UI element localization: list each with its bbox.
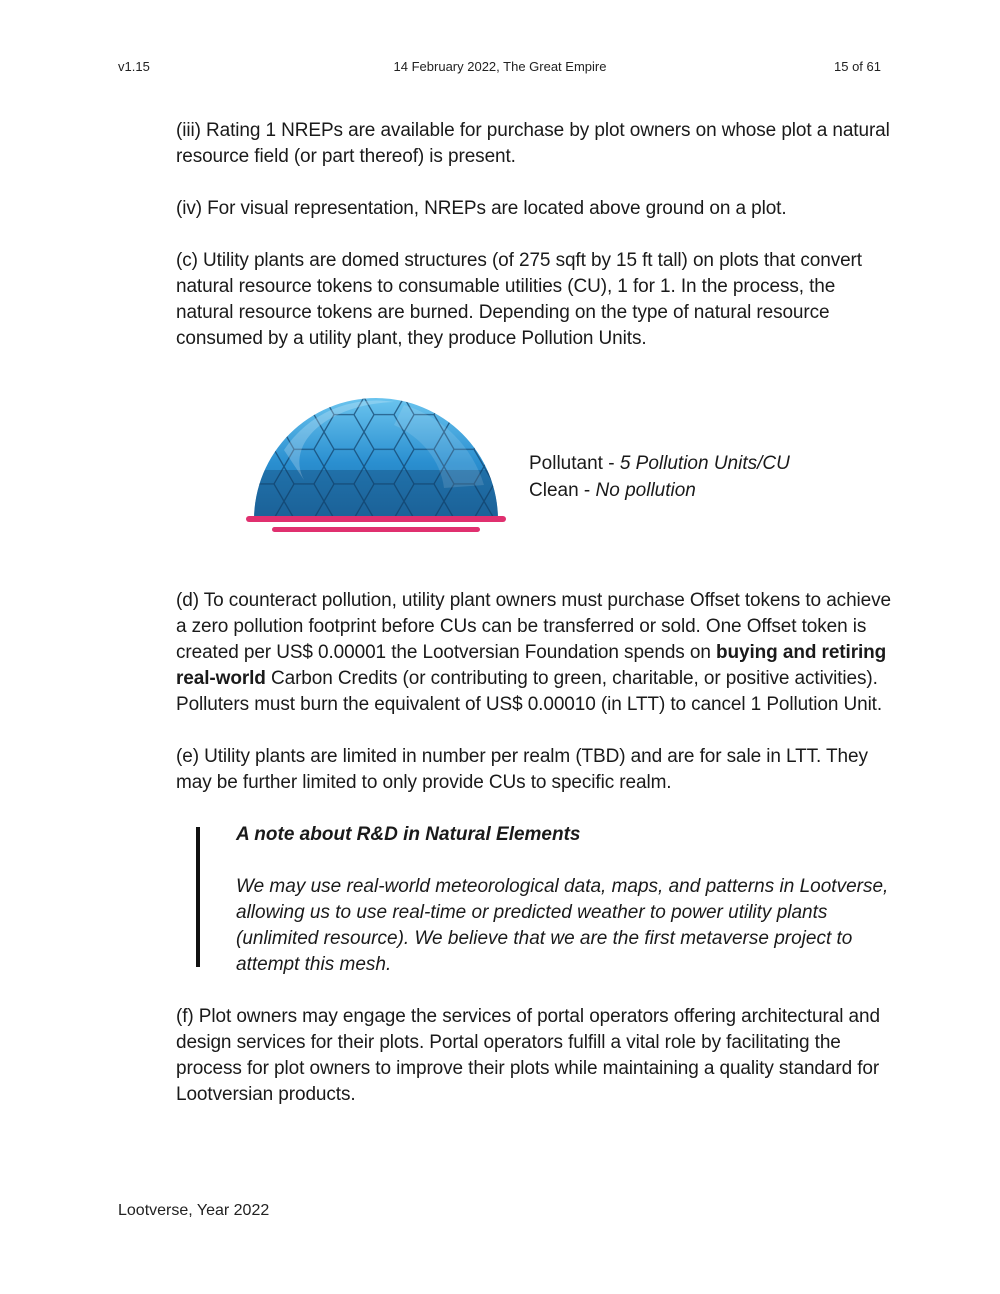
paragraph-d-bold: buying and retiring real-world: [176, 642, 887, 689]
paragraph-f: (f) Plot owners may engage the services of portal operators offering architectural and design services for their plots. Portal operators fulfill a vital role by facilitating the process for plot owners to improve their plots while maintaining a quality standard for Lootversian products.: [176, 1006, 880, 1105]
research-note: [176, 822, 896, 978]
header-page-number: 15 of 61: [834, 59, 881, 74]
header-version: v1.15: [118, 59, 150, 74]
pollutant-value: 5 Pollution Units/CU: [619, 453, 790, 474]
dome-base-line-lower: [272, 527, 480, 532]
page-content: [176, 118, 896, 1108]
paragraph-c: (c) Utility plants are domed structures (of 275 sqft by 15 ft tall) on plots that convert natural resource tokens to consumable utilities (CU), 1 for 1. In the process, the natural resource tokens are burned. Depending on the type of natural resource consumed by a utility plant, they produce Pollution Units.: [176, 250, 862, 349]
clean-line: [529, 477, 790, 504]
paragraph-iii: (iii) Rating 1 NREPs are available for purchase by plot owners on whose plot a natural resource field (or part thereof) is present.: [176, 120, 890, 167]
clean-label: Clean -: [529, 480, 596, 501]
note-title: A note about R&D in Natural Elements: [236, 824, 581, 845]
pollutant-label: Pollutant -: [529, 453, 620, 474]
paragraph-iv: (iv) For visual representation, NREPs are located above ground on a plot.: [176, 198, 787, 219]
dome-base-line-upper: [246, 516, 506, 522]
dome-icon: [244, 380, 512, 550]
paragraph-d-part2: Carbon Credits (or contributing to green, charitable, or positive activities). Polluters must burn the equivalent of US$ 0.00010 (in LTT) to cancel 1 Pollution Unit.: [176, 668, 883, 715]
paragraph-d-part1: (d) To counteract pollution, utility plant owners must purchase Offset tokens to achieve a zero pollution footprint before CUs can be transferred or sold. One Offset token is created per US$ 0.00001 the Lootversian Foundation spends on: [176, 590, 891, 663]
clean-value: No pollution: [595, 480, 696, 501]
paragraph-e: (e) Utility plants are limited in number per realm (TBD) and are for sale in LTT. They may be further limited to only provide CUs to specific realm.: [176, 746, 868, 793]
pollution-legend: [529, 450, 790, 504]
paragraph-d: [176, 588, 896, 718]
note-body: We may use real-world meteorological data, maps, and patterns in Lootverse, allowing us to use real-time or predicted weather to power utility plants (unlimited resource). We believe that we are the first metaverse project to attempt this mesh.: [236, 876, 889, 975]
utility-plant-figure: [176, 352, 896, 588]
footer-text: Lootverse, Year 2022: [118, 1202, 270, 1219]
note-quote-bar: [196, 827, 200, 967]
header-date-title: 14 February 2022, The Great Empire: [393, 59, 607, 74]
pollutant-line: [529, 450, 790, 477]
